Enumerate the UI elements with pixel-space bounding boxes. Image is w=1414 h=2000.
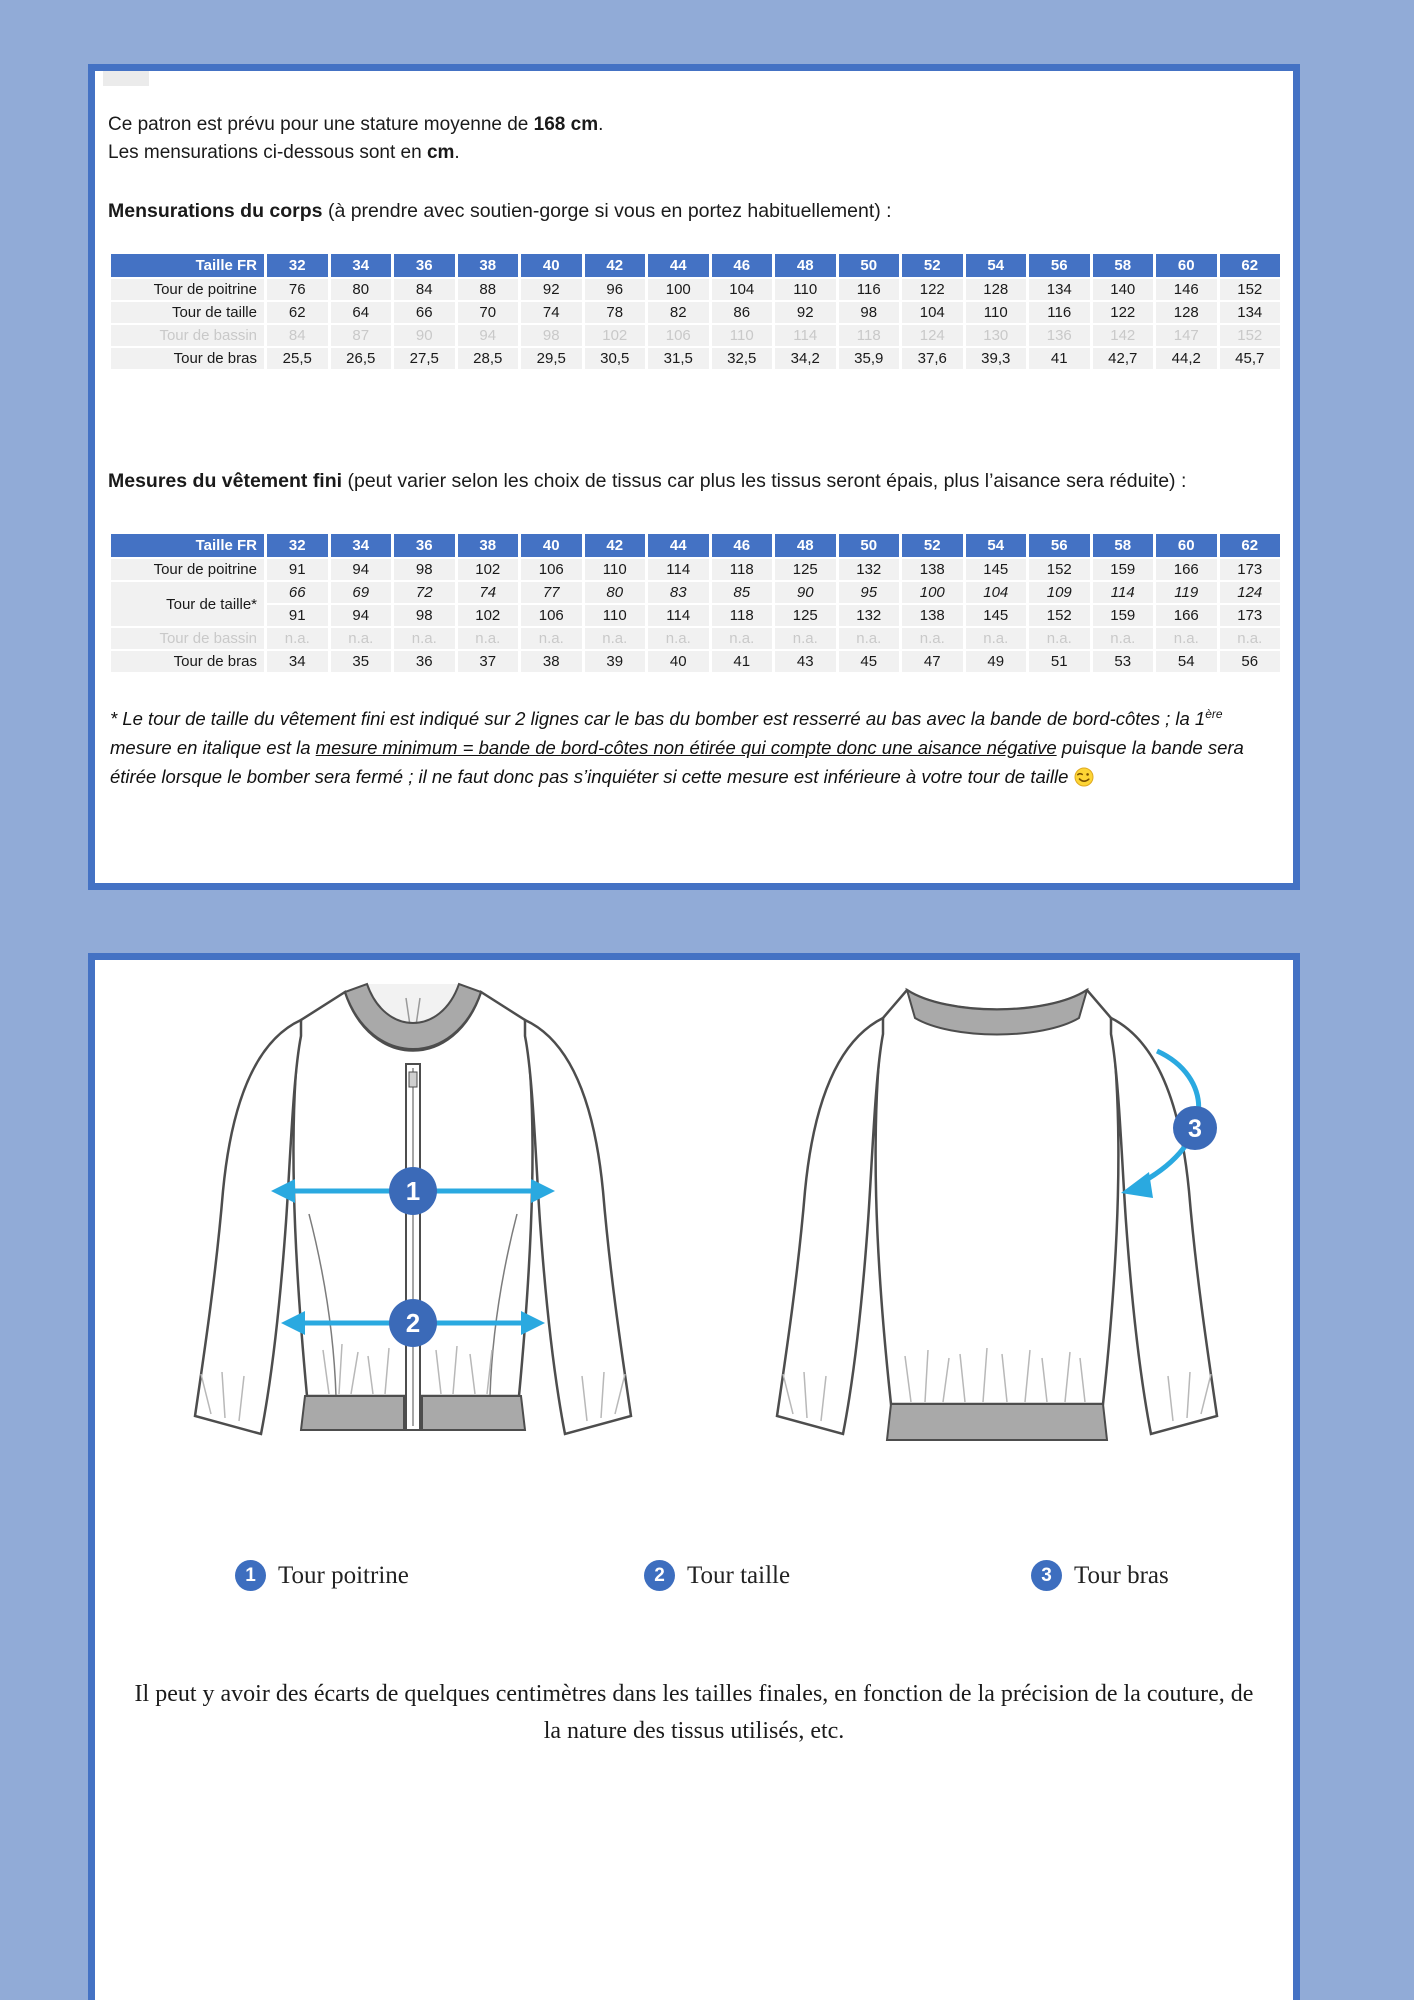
table-cell: 118 xyxy=(712,559,773,580)
table-cell: 138 xyxy=(902,605,963,626)
table-cell: 70 xyxy=(458,302,519,323)
table-cell: 94 xyxy=(331,559,392,580)
table-cell: 49 xyxy=(966,651,1027,672)
table-cell: 116 xyxy=(1029,302,1090,323)
table-cell: n.a. xyxy=(839,628,900,649)
table-cell: 125 xyxy=(775,605,836,626)
table-cell: 166 xyxy=(1156,605,1217,626)
table-row xyxy=(111,605,1280,626)
table-cell: 114 xyxy=(648,559,709,580)
table-cell: 34 xyxy=(267,651,328,672)
table-cell: 128 xyxy=(1156,302,1217,323)
hem-band xyxy=(887,1404,1107,1440)
table-cell: 35,9 xyxy=(839,348,900,369)
table-cell: 86 xyxy=(712,302,773,323)
table-cell: 30,5 xyxy=(585,348,646,369)
garment-measurements-table xyxy=(108,532,1283,674)
table-cell: 110 xyxy=(585,559,646,580)
table-cell: 94 xyxy=(331,605,392,626)
row-label: Tour de bras xyxy=(111,348,264,369)
table-cell: n.a. xyxy=(902,628,963,649)
table-cell: 147 xyxy=(1156,325,1217,346)
table-cell: 124 xyxy=(902,325,963,346)
measurements-panel xyxy=(88,64,1300,890)
size-header-cell: 60 xyxy=(1156,534,1217,557)
table-cell: 134 xyxy=(1220,302,1281,323)
table-cell: 29,5 xyxy=(521,348,582,369)
table-cell: 166 xyxy=(1156,559,1217,580)
table-cell: 114 xyxy=(648,605,709,626)
row-label: Tour de bras xyxy=(111,651,264,672)
table-cell: 142 xyxy=(1093,325,1154,346)
jacket-back-drawing xyxy=(707,976,1287,1516)
table-cell: 98 xyxy=(394,605,455,626)
size-header-cell: 42 xyxy=(585,534,646,557)
table-cell: 43 xyxy=(775,651,836,672)
table-cell: 91 xyxy=(267,605,328,626)
table-cell: 44,2 xyxy=(1156,348,1217,369)
row-label: Tour de poitrine xyxy=(111,559,264,580)
size-header-label: Taille FR xyxy=(111,254,264,277)
table-cell: 138 xyxy=(902,559,963,580)
size-header-cell: 36 xyxy=(394,534,455,557)
size-header-cell: 50 xyxy=(839,254,900,277)
table-cell: 152 xyxy=(1220,325,1281,346)
table-cell: 132 xyxy=(839,559,900,580)
table-cell: 173 xyxy=(1220,559,1281,580)
table-cell: 146 xyxy=(1156,279,1217,300)
table-cell: 90 xyxy=(775,582,836,603)
table-cell: 74 xyxy=(521,302,582,323)
footnote: * Le tour de taille du vêtement fini est indiqué sur 2 lignes car le bas du bomber est resserré au bas avec la bande de bord-côtes ; la 1ère mesure en italique est la mesure minimum = bande de bord-côtes non étirée qui compte donc une aisance négative puisque la bande sera étirée lorsque le bomber sera fermé ; il ne faut donc pas s’inquiéter si cette mesure est inférieure à votre tour de taille xyxy=(110,707,1244,788)
size-header-cell: 44 xyxy=(648,254,709,277)
table-cell: 119 xyxy=(1156,582,1217,603)
table-cell: 100 xyxy=(902,582,963,603)
sleeve-right xyxy=(1111,1018,1217,1434)
table-cell: 95 xyxy=(839,582,900,603)
table-cell: 116 xyxy=(839,279,900,300)
size-header-cell: 38 xyxy=(458,534,519,557)
table-cell: 92 xyxy=(521,279,582,300)
row-label: Tour de taille xyxy=(111,302,264,323)
legend-label-2: Tour taille xyxy=(687,1561,791,1589)
size-header-cell: 52 xyxy=(902,534,963,557)
table-cell: n.a. xyxy=(585,628,646,649)
table-cell: 47 xyxy=(902,651,963,672)
size-header-cell: 48 xyxy=(775,534,836,557)
scan-artifact xyxy=(103,71,149,86)
legend-label-1: Tour poitrine xyxy=(278,1561,409,1589)
size-header-cell: 62 xyxy=(1220,534,1281,557)
size-header-cell: 40 xyxy=(521,534,582,557)
table-cell: 66 xyxy=(394,302,455,323)
table-cell: 104 xyxy=(712,279,773,300)
legend-badge-2: 2 xyxy=(644,1560,675,1591)
table-cell: 106 xyxy=(521,559,582,580)
table-cell: 64 xyxy=(331,302,392,323)
table-cell: 69 xyxy=(331,582,392,603)
row-label: Tour de taille* xyxy=(111,582,264,626)
size-header-cell: 46 xyxy=(712,534,773,557)
table-row xyxy=(111,582,1280,603)
table-header-row xyxy=(111,254,1280,277)
table-cell: 35 xyxy=(331,651,392,672)
table-cell: 110 xyxy=(966,302,1027,323)
table-cell: n.a. xyxy=(775,628,836,649)
table-cell: 54 xyxy=(1156,651,1217,672)
size-header-cell: 42 xyxy=(585,254,646,277)
table-cell: 37 xyxy=(458,651,519,672)
table-row xyxy=(111,628,1280,649)
table-cell: n.a. xyxy=(394,628,455,649)
arm-badge: 3 xyxy=(1188,1115,1202,1143)
tolerance-note: Il peut y avoir des écarts de quelques centimètres dans les tailles finales, en fonction de la précision de la couture, de la nature des tissus utilisés, etc. xyxy=(134,1681,1254,1744)
unit-value: cm xyxy=(426,142,455,163)
garment-measurements-title: Mesures du vêtement fini (peut varier selon les choix de tissus car plus les tissus seront épais, plus l’aisance sera réduite) : xyxy=(108,470,1187,492)
table-cell: 56 xyxy=(1220,651,1281,672)
table-cell: n.a. xyxy=(1220,628,1281,649)
row-label: Tour de bassin xyxy=(111,325,264,346)
table-cell: 159 xyxy=(1093,559,1154,580)
hem-band-right xyxy=(422,1396,525,1430)
table-cell: n.a. xyxy=(648,628,709,649)
table-cell: 31,5 xyxy=(648,348,709,369)
table-cell: 45 xyxy=(839,651,900,672)
table-cell: 42,7 xyxy=(1093,348,1154,369)
intro-text: Ce patron est prévu pour une stature moyenne de xyxy=(108,114,534,135)
table-cell: n.a. xyxy=(712,628,773,649)
table-cell: 37,6 xyxy=(902,348,963,369)
table-cell: 88 xyxy=(458,279,519,300)
table-cell: 72 xyxy=(394,582,455,603)
table-cell: 41 xyxy=(1029,348,1090,369)
table-cell: 106 xyxy=(648,325,709,346)
table-cell: 51 xyxy=(1029,651,1090,672)
table-cell: 122 xyxy=(1093,302,1154,323)
intro-text: Les mensurations ci-dessous sont en xyxy=(108,142,427,163)
intro-line-2: Les mensurations ci-dessous sont en cm. xyxy=(108,142,460,163)
table-row xyxy=(111,279,1280,300)
table-cell: 87 xyxy=(331,325,392,346)
size-header-cell: 54 xyxy=(966,534,1027,557)
legend-label-3: Tour bras xyxy=(1074,1561,1169,1589)
size-header-cell: 48 xyxy=(775,254,836,277)
hem-band-left xyxy=(301,1396,404,1430)
table-cell: 32,5 xyxy=(712,348,773,369)
sleeve-left xyxy=(195,1020,301,1434)
table-cell: 134 xyxy=(1029,279,1090,300)
jacket-front-drawing xyxy=(123,976,703,1516)
waist-badge: 2 xyxy=(405,1308,421,1338)
table-cell: 38 xyxy=(521,651,582,672)
table-cell: 132 xyxy=(839,605,900,626)
legend-item-bras xyxy=(1031,1560,1169,1591)
table-cell: 92 xyxy=(775,302,836,323)
table-cell: 40 xyxy=(648,651,709,672)
table-cell: n.a. xyxy=(267,628,328,649)
table-cell: 77 xyxy=(521,582,582,603)
table-cell: 74 xyxy=(458,582,519,603)
table-cell: 84 xyxy=(394,279,455,300)
size-header-cell: 52 xyxy=(902,254,963,277)
size-header-cell: 58 xyxy=(1093,534,1154,557)
size-header-cell: 38 xyxy=(458,254,519,277)
table-cell: 159 xyxy=(1093,605,1154,626)
table-cell: 173 xyxy=(1220,605,1281,626)
table-cell: 80 xyxy=(585,582,646,603)
table-cell: 34,2 xyxy=(775,348,836,369)
table-cell: 26,5 xyxy=(331,348,392,369)
size-header-cell: 34 xyxy=(331,254,392,277)
table-cell: 100 xyxy=(648,279,709,300)
sleeve-right xyxy=(525,1020,631,1434)
table-cell: 145 xyxy=(966,559,1027,580)
table-cell: 118 xyxy=(712,605,773,626)
size-header-cell: 56 xyxy=(1029,254,1090,277)
size-header-cell: 46 xyxy=(712,254,773,277)
table-cell: 62 xyxy=(267,302,328,323)
table-cell: n.a. xyxy=(331,628,392,649)
size-header-cell: 40 xyxy=(521,254,582,277)
table-cell: 27,5 xyxy=(394,348,455,369)
table-cell: 118 xyxy=(839,325,900,346)
table-cell: 41 xyxy=(712,651,773,672)
legend-badge-1: 1 xyxy=(235,1560,266,1591)
table-cell: 122 xyxy=(902,279,963,300)
table-cell: 128 xyxy=(966,279,1027,300)
size-header-cell: 56 xyxy=(1029,534,1090,557)
size-header-cell: 60 xyxy=(1156,254,1217,277)
table-cell: 114 xyxy=(775,325,836,346)
body-measurements-table xyxy=(108,252,1283,371)
row-label: Tour de bassin xyxy=(111,628,264,649)
table-cell: 80 xyxy=(331,279,392,300)
size-header-cell: 32 xyxy=(267,534,328,557)
table-cell: 152 xyxy=(1029,559,1090,580)
sleeve-left xyxy=(777,1018,883,1434)
table-cell: 78 xyxy=(585,302,646,323)
table-cell: 124 xyxy=(1220,582,1281,603)
table-cell: n.a. xyxy=(521,628,582,649)
size-header-cell: 44 xyxy=(648,534,709,557)
table-cell: 25,5 xyxy=(267,348,328,369)
table-cell: 125 xyxy=(775,559,836,580)
table-row xyxy=(111,348,1280,369)
table-cell: 140 xyxy=(1093,279,1154,300)
diagram-panel xyxy=(88,953,1300,2000)
table-cell: 94 xyxy=(458,325,519,346)
table-cell: 98 xyxy=(839,302,900,323)
table-cell: 109 xyxy=(1029,582,1090,603)
table-cell: 36 xyxy=(394,651,455,672)
table-cell: 145 xyxy=(966,605,1027,626)
size-header-cell: 34 xyxy=(331,534,392,557)
footnote-underlined: mesure minimum = bande de bord-côtes non étirée qui compte donc une aisance négative xyxy=(315,737,1057,759)
table-cell: 102 xyxy=(458,559,519,580)
table-cell: 98 xyxy=(521,325,582,346)
table-cell: 136 xyxy=(1029,325,1090,346)
intro-line-1: Ce patron est prévu pour une stature moyenne de 168 cm. xyxy=(108,114,604,135)
body-measurements-title: Mensurations du corps (à prendre avec soutien-gorge si vous en portez habituellement) : xyxy=(108,200,892,222)
table-cell: 45,7 xyxy=(1220,348,1281,369)
table-cell: 90 xyxy=(394,325,455,346)
stature-value: 168 cm xyxy=(533,114,599,135)
table-cell: n.a. xyxy=(1156,628,1217,649)
chest-badge: 1 xyxy=(405,1176,421,1206)
table-cell: 102 xyxy=(585,325,646,346)
legend-badge-3: 3 xyxy=(1031,1560,1062,1591)
table-cell: 91 xyxy=(267,559,328,580)
table-cell: 106 xyxy=(521,605,582,626)
size-header-cell: 32 xyxy=(267,254,328,277)
back-body xyxy=(876,990,1119,1404)
table-row xyxy=(111,325,1280,346)
table-cell: 102 xyxy=(458,605,519,626)
table-cell: 104 xyxy=(966,582,1027,603)
table-cell: 76 xyxy=(267,279,328,300)
table-cell: 152 xyxy=(1029,605,1090,626)
table-cell: 96 xyxy=(585,279,646,300)
table-cell: 130 xyxy=(966,325,1027,346)
size-header-cell: 54 xyxy=(966,254,1027,277)
table-cell: 53 xyxy=(1093,651,1154,672)
legend-item-poitrine xyxy=(235,1560,409,1591)
size-header-cell: 62 xyxy=(1220,254,1281,277)
table-cell: 110 xyxy=(585,605,646,626)
table-cell: 84 xyxy=(267,325,328,346)
legend-item-taille xyxy=(644,1560,790,1591)
wink-emoji-icon xyxy=(1074,767,1094,787)
table-cell: 110 xyxy=(712,325,773,346)
table-cell: n.a. xyxy=(1029,628,1090,649)
table-cell: n.a. xyxy=(458,628,519,649)
table-cell: 39,3 xyxy=(966,348,1027,369)
table-row xyxy=(111,559,1280,580)
row-label: Tour de poitrine xyxy=(111,279,264,300)
table-cell: 82 xyxy=(648,302,709,323)
table-cell: n.a. xyxy=(1093,628,1154,649)
table-cell: 110 xyxy=(775,279,836,300)
table-cell: 85 xyxy=(712,582,773,603)
table-cell: 152 xyxy=(1220,279,1281,300)
table-row xyxy=(111,302,1280,323)
table-cell: n.a. xyxy=(966,628,1027,649)
size-header-label: Taille FR xyxy=(111,534,264,557)
table-cell: 28,5 xyxy=(458,348,519,369)
size-header-cell: 36 xyxy=(394,254,455,277)
table-cell: 98 xyxy=(394,559,455,580)
size-header-cell: 50 xyxy=(839,534,900,557)
size-header-cell: 58 xyxy=(1093,254,1154,277)
table-header-row xyxy=(111,534,1280,557)
table-cell: 66 xyxy=(267,582,328,603)
table-cell: 83 xyxy=(648,582,709,603)
table-cell: 104 xyxy=(902,302,963,323)
zipper xyxy=(406,1064,420,1430)
table-cell: 114 xyxy=(1093,582,1154,603)
table-row xyxy=(111,651,1280,672)
table-cell: 39 xyxy=(585,651,646,672)
